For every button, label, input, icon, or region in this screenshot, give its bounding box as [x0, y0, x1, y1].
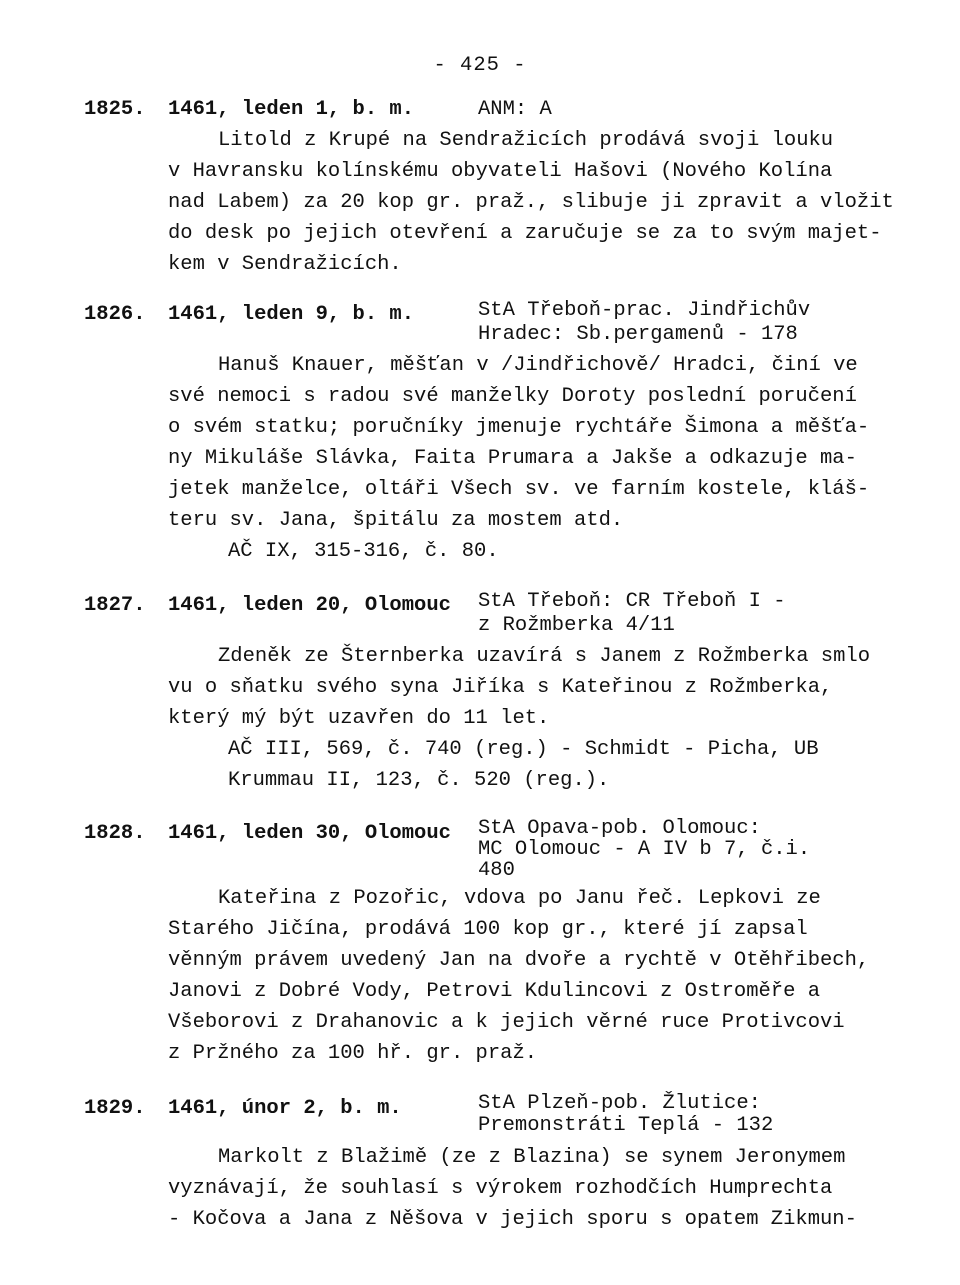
regest-entry-1825 [0, 94, 960, 280]
entry-source [478, 1093, 898, 1137]
source-line: Hradec: Sb.pergamenů - 178 [478, 323, 798, 346]
text-line: ny Mikuláše Slávka, Faita Prumara a Jakše a odkazuje ma- [168, 447, 857, 470]
source-line: 480 [478, 859, 515, 882]
regest-entry-1826 [0, 299, 960, 567]
entry-text [168, 883, 888, 1069]
source-line: Premonstráti Teplá - 132 [478, 1114, 774, 1137]
text-line: jetek manželce, oltáři Všech sv. ve farním kostele, kláš- [168, 478, 870, 501]
entry-number: 1828. [84, 822, 146, 845]
entry-header [0, 94, 960, 125]
text-line: který mý být uzavřen do 11 let. [168, 707, 550, 730]
entry-number: 1829. [84, 1097, 146, 1120]
text-line: teru sv. Jana, špitálu za mostem atd. [168, 509, 624, 532]
text-line: v Havransku kolínskému obyvateli Hašovi (Nového Kolína [168, 160, 833, 183]
text-line: nad Labem) za 20 kop gr. praž., slibuje ji zpravit a vložit [168, 191, 894, 214]
text-line: Litold z Krupé na Sendražicích prodává svoji louku [218, 129, 834, 152]
text-line: z Pržného za 100 hř. gr. praž. [168, 1042, 538, 1065]
entry-header [0, 1092, 960, 1137]
text-line: Hanuš Knauer, měšťan v /Jindřichově/ Hradci, činí ve [218, 354, 858, 377]
text-line: do desk po jejich otevření a zaručuje se za to svým majet- [168, 222, 882, 245]
text-line: vyznávají, že souhlasí s výrokem rozhodčích Humprechta [168, 1177, 833, 1200]
text-line: Janovi z Dobré Vody, Petrovi Kdulincovi z Ostroměře a [168, 980, 821, 1003]
entry-number: 1826. [84, 303, 146, 326]
entry-number: 1825. [84, 98, 146, 121]
entry-date: 1461, leden 9, b. m. [168, 303, 415, 326]
text-line: Kateřina z Pozořic, vdova po Janu řeč. Lepkovi ze [218, 887, 821, 910]
text-line: Všeborovi z Drahanovic a k jejich věrné ruce Protivcovi [168, 1011, 845, 1034]
entry-source [478, 590, 898, 638]
text-line: vu o sňatku svého syna Jiříka s Kateřinou z Rožmberka, [168, 676, 833, 699]
regest-entry-1829 [0, 1093, 960, 1235]
text-line: - Kočova a Jana z Něšova v jejich sporu s opatem Zikmun- [168, 1208, 857, 1231]
source-line: z Rožmberka 4/11 [478, 614, 675, 637]
entry-text [168, 1142, 888, 1235]
entry-header [0, 817, 960, 882]
text-line: o svém statku; poručníky jmenuje rychtáře Šimona a měšťa- [168, 416, 870, 439]
source-line: StA Třeboň-prac. Jindřichův [478, 299, 811, 322]
entry-text [168, 125, 894, 280]
entry-date: 1461, leden 1, b. m. [168, 98, 415, 121]
entry-source [478, 94, 898, 125]
citation-line: AČ III, 569, č. 740 (reg.) - Schmidt - Picha, UB [228, 738, 819, 761]
text-line: Starého Jičína, prodává 100 kop gr., které jí zapsal [168, 918, 808, 941]
regest-entry-1827 [0, 590, 960, 796]
entry-header [0, 299, 960, 346]
source-line: StA Třeboň: CR Třeboň I - [478, 590, 786, 613]
entry-date: 1461, leden 20, Olomouc [168, 594, 451, 617]
text-line: své nemoci s radou své manželky Doroty poslední poručení [168, 385, 857, 408]
source-line: StA Plzeň-pob. Žlutice: [478, 1092, 761, 1115]
text-line: Markolt z Blažimě (ze z Blazina) se synem Jeronymem [218, 1146, 846, 1169]
citation-line: Krummau II, 123, č. 520 (reg.). [228, 769, 610, 792]
entry-date: 1461, leden 30, Olomouc [168, 822, 451, 845]
entry-header [0, 590, 960, 637]
entry-date: 1461, únor 2, b. m. [168, 1097, 402, 1120]
entry-text [168, 350, 888, 567]
entry-source [478, 818, 898, 881]
regest-entry-1828 [0, 818, 960, 1069]
text-line: Zdeněk ze Šternberka uzavírá s Janem z Rožmberka smlo [218, 645, 871, 668]
page-number: - 425 - [433, 54, 527, 77]
text-line: věnným právem uvedený Jan na dvoře a rychtě v Otěhřibech, [168, 949, 870, 972]
entry-number: 1827. [84, 594, 146, 617]
source-line: ANM: A [478, 98, 552, 121]
text-line: kem v Sendražicích. [168, 253, 402, 276]
entry-source [478, 299, 898, 347]
source-line: StA Opava-pob. Olomouc: [478, 817, 761, 840]
source-line: MC Olomouc - A IV b 7, č.i. [478, 838, 811, 861]
entry-text [168, 641, 888, 796]
citation-line: AČ IX, 315-316, č. 80. [228, 540, 499, 563]
